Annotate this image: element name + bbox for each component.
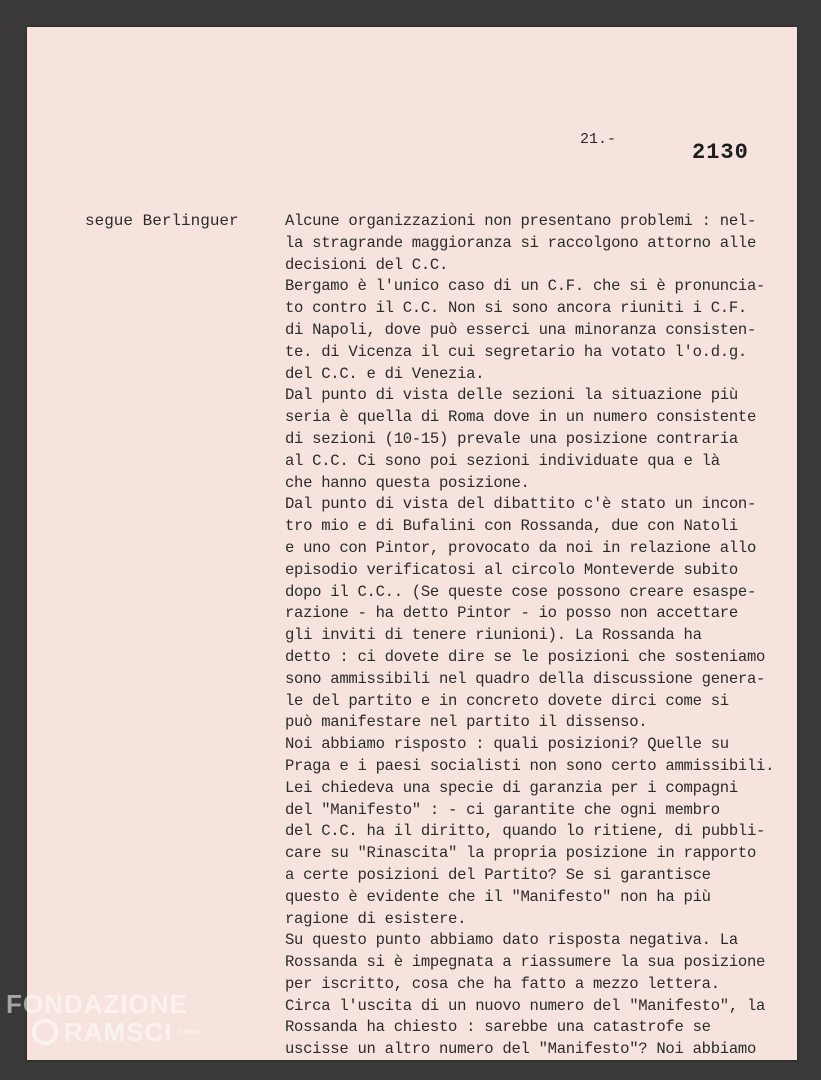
watermark-line1: FONDAZIONE	[6, 989, 188, 1019]
text-line: te. di Vicenza il cui segretario ha votato l'o.d.g.	[285, 342, 747, 361]
text-line: Dal punto di vista del dibattito c'è stato un incon-	[285, 495, 757, 514]
archive-stamp-number: 2130	[692, 140, 749, 165]
text-line: la stragrande maggioranza si raccolgono attorno alle	[285, 233, 757, 252]
text-line: decisioni del C.C.	[285, 255, 449, 274]
watermark-suffix: onlus	[178, 1027, 200, 1036]
text-line: Dal punto di vista delle sezioni la situazione più	[285, 386, 738, 405]
text-line: Su questo punto abbiamo dato risposta negativa. La	[285, 931, 738, 950]
text-line: di sezioni (10-15) prevale una posizione contraria	[285, 429, 738, 448]
text-line: detto : ci dovete dire se le posizioni che sosteniamo	[285, 647, 766, 666]
text-line: Alcune organizzazioni non presentano problemi : nel-	[285, 212, 757, 230]
text-line: sono ammissibili nel quadro della discussione genera-	[285, 669, 766, 688]
text-line: Circa l'uscita di un nuovo numero del "Manifesto", la	[285, 996, 766, 1015]
text-line: razione - ha detto Pintor - io posso non accettare	[285, 604, 738, 623]
text-line: Noi abbiamo risposto : quali posizioni? Quelle su	[285, 735, 729, 754]
text-line: le del partito e in concreto dovete dirci come si	[285, 691, 729, 710]
text-line: Praga e i paesi socialisti non sono certo ammissibili.	[285, 756, 775, 775]
text-line: dopo il C.C.. (Se queste cose possono creare esaspe-	[285, 582, 757, 601]
document-body-text	[285, 211, 795, 1061]
watermark-line2: RAMSCI	[64, 1017, 173, 1047]
speaker-label: segue Berlinguer	[85, 212, 239, 230]
text-line: per iscritto, cosa che ha fatto a mezzo lettera.	[285, 974, 720, 993]
text-line: e uno con Pintor, provocato da noi in relazione allo	[285, 538, 757, 557]
text-line: Bergamo è l'unico caso di un C.F. che si è pronuncia-	[285, 277, 766, 296]
text-line: questo è evidente che il "Manifesto" non ha più	[285, 887, 711, 906]
text-line: Rossanda ha chiesto : sarebbe una catastrofe se	[285, 1018, 711, 1037]
text-line: può manifestare nel partito il dissenso.	[285, 713, 648, 732]
text-line: episodio verificatosi al circolo Monteverde subito	[285, 560, 738, 579]
text-line: to contro il C.C. Non si sono ancora riuniti i C.F.	[285, 299, 747, 318]
text-line: care su "Rinascita" la propria posizione in rapporto	[285, 844, 757, 863]
text-line: Lei chiedeva una specie di garanzia per i compagni	[285, 778, 738, 797]
text-line: ragione di esistere.	[285, 909, 467, 928]
fondazione-gramsci-watermark	[6, 990, 200, 1046]
text-line: al C.C. Ci sono poi sezioni individuate qua e là	[285, 451, 720, 470]
text-line: del C.C. e di Venezia.	[285, 364, 485, 383]
text-line: di Napoli, dove può esserci una minoranza consisten-	[285, 320, 757, 339]
page-number: 21.-	[580, 131, 617, 148]
text-line: del C.C. ha il diritto, quando lo ritiene, di pubbli-	[285, 822, 766, 841]
text-line: a certe posizioni del Partito? Se si garantisce	[285, 865, 711, 884]
text-line: Rossanda si è impegnata a riassumere la sua posizione	[285, 953, 766, 972]
text-line: che hanno questa posizione.	[285, 473, 530, 492]
text-line: gli inviti di tenere riunioni). La Rossanda ha	[285, 626, 702, 645]
text-line: tro mio e di Bufalini con Rossanda, due con Natoli	[285, 517, 738, 536]
text-line: seria è quella di Roma dove in un numero consistente	[285, 408, 757, 427]
text-line: del "Manifesto" : - ci garantite che ogni membro	[285, 800, 720, 819]
gramsci-g-logo-icon	[32, 1019, 58, 1045]
text-line: uscisse un altro numero del "Manifesto"? Noi abbiamo	[285, 1040, 757, 1059]
